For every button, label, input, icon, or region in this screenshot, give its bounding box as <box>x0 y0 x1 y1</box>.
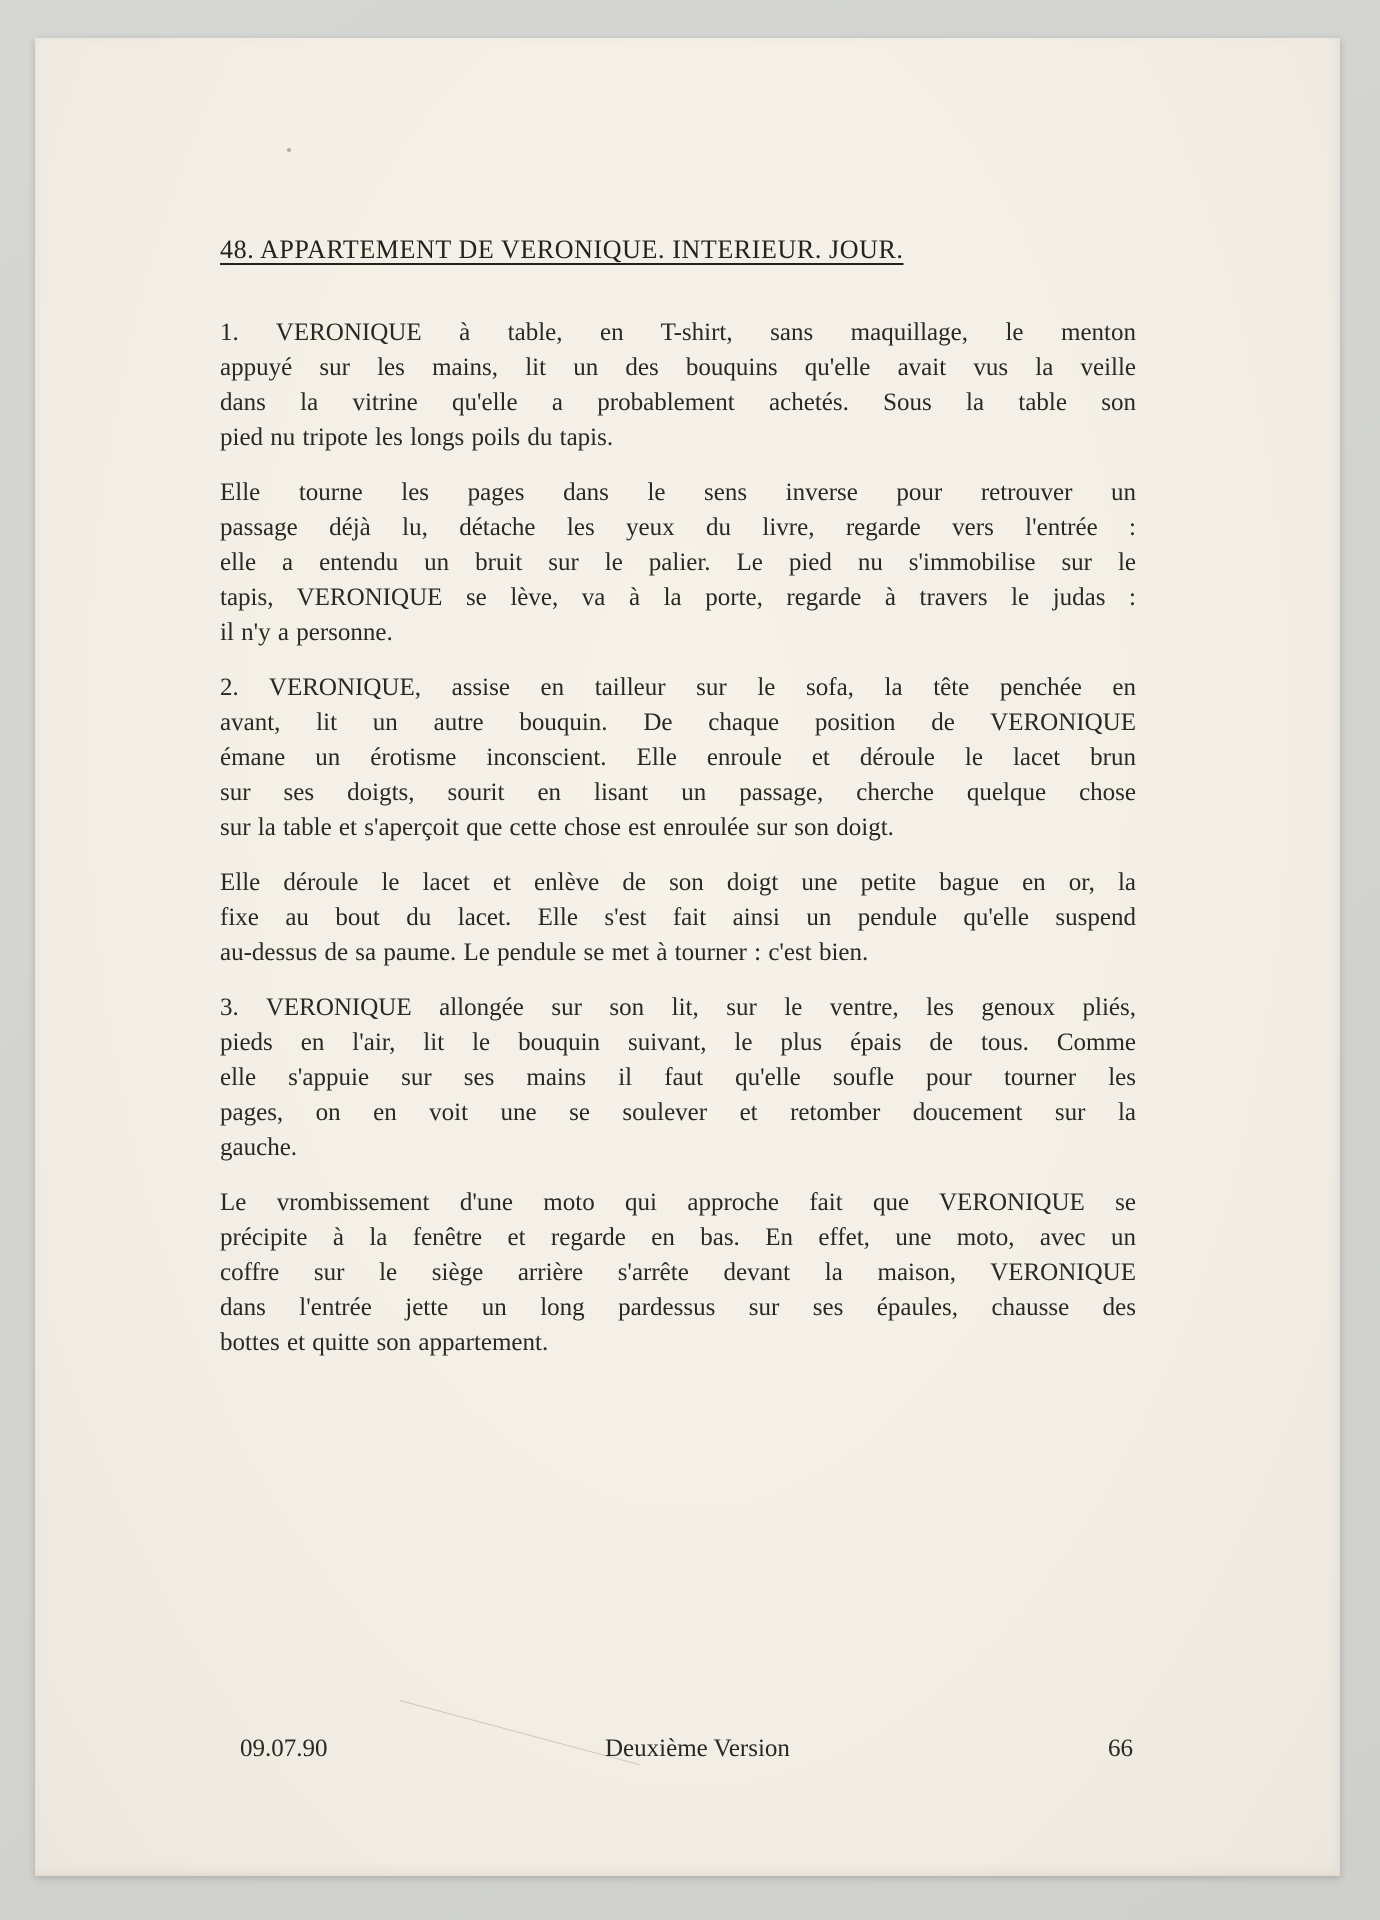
script-paragraph <box>220 670 1136 845</box>
script-line: précipite à la fenêtre et regarde en bas. En effet, une moto, avec un <box>220 1224 1136 1251</box>
script-line: 2. VERONIQUE, assise en tailleur sur le sofa, la tête penchée en <box>220 674 1136 701</box>
script-line: avant, lit un autre bouquin. De chaque position de VERONIQUE <box>220 709 1136 736</box>
script-line: appuyé sur les mains, lit un des bouquins qu'elle avait vus la veille <box>220 354 1136 381</box>
footer-version-label: Deuxième Version <box>605 1735 790 1762</box>
script-line: 1. VERONIQUE à table, en T-shirt, sans maquillage, le menton <box>220 319 1136 346</box>
script-line: dans la vitrine qu'elle a probablement achetés. Sous la table son <box>220 389 1136 416</box>
script-line: pied nu tripote les longs poils du tapis. <box>220 424 614 451</box>
script-line: au-dessus de sa paume. Le pendule se met à tourner : c'est bien. <box>220 939 869 966</box>
script-paragraph <box>220 1185 1136 1360</box>
script-line: tapis, VERONIQUE se lève, va à la porte, regarde à travers le judas : <box>220 584 1136 611</box>
paper-speck <box>287 148 291 152</box>
script-body <box>220 315 1136 1360</box>
script-line: sur ses doigts, sourit en lisant un passage, cherche quelque chose <box>220 779 1136 806</box>
script-line: bottes et quitte son appartement. <box>220 1329 549 1356</box>
script-line: pieds en l'air, lit le bouquin suivant, le plus épais de tous. Comme <box>220 1029 1136 1056</box>
script-paragraph <box>220 865 1136 970</box>
paper-scratch <box>400 1700 640 1765</box>
scene-heading: 48. APPARTEMENT DE VERONIQUE. INTERIEUR. JOUR. <box>220 235 904 264</box>
script-line: Elle déroule le lacet et enlève de son doigt une petite bague en or, la <box>220 869 1136 896</box>
footer-page-number: 66 <box>1108 1735 1133 1762</box>
script-line: dans l'entrée jette un long pardessus sur ses épaules, chausse des <box>220 1294 1136 1321</box>
document-page <box>35 38 1340 1876</box>
script-paragraph <box>220 475 1136 650</box>
script-paragraph <box>220 315 1136 455</box>
script-line: émane un érotisme inconscient. Elle enroule et déroule le lacet brun <box>220 744 1136 771</box>
script-line: elle a entendu un bruit sur le palier. Le pied nu s'immobilise sur le <box>220 549 1136 576</box>
script-line: fixe au bout du lacet. Elle s'est fait ainsi un pendule qu'elle suspend <box>220 904 1136 931</box>
script-line: coffre sur le siège arrière s'arrête devant la maison, VERONIQUE <box>220 1259 1136 1286</box>
script-paragraph <box>220 990 1136 1165</box>
script-line: Elle tourne les pages dans le sens inverse pour retrouver un <box>220 479 1136 506</box>
script-line: pages, on en voit une se soulever et retomber doucement sur la <box>220 1099 1136 1126</box>
script-line: sur la table et s'aperçoit que cette chose est enroulée sur son doigt. <box>220 814 894 841</box>
script-line: il n'y a personne. <box>220 619 393 646</box>
script-line: gauche. <box>220 1134 298 1161</box>
script-line: elle s'appuie sur ses mains il faut qu'elle soufle pour tourner les <box>220 1064 1136 1091</box>
script-line: passage déjà lu, détache les yeux du livre, regarde vers l'entrée : <box>220 514 1136 541</box>
script-line: Le vrombissement d'une moto qui approche fait que VERONIQUE se <box>220 1189 1136 1216</box>
script-line: 3. VERONIQUE allongée sur son lit, sur le ventre, les genoux pliés, <box>220 994 1136 1021</box>
footer-date: 09.07.90 <box>240 1735 328 1762</box>
